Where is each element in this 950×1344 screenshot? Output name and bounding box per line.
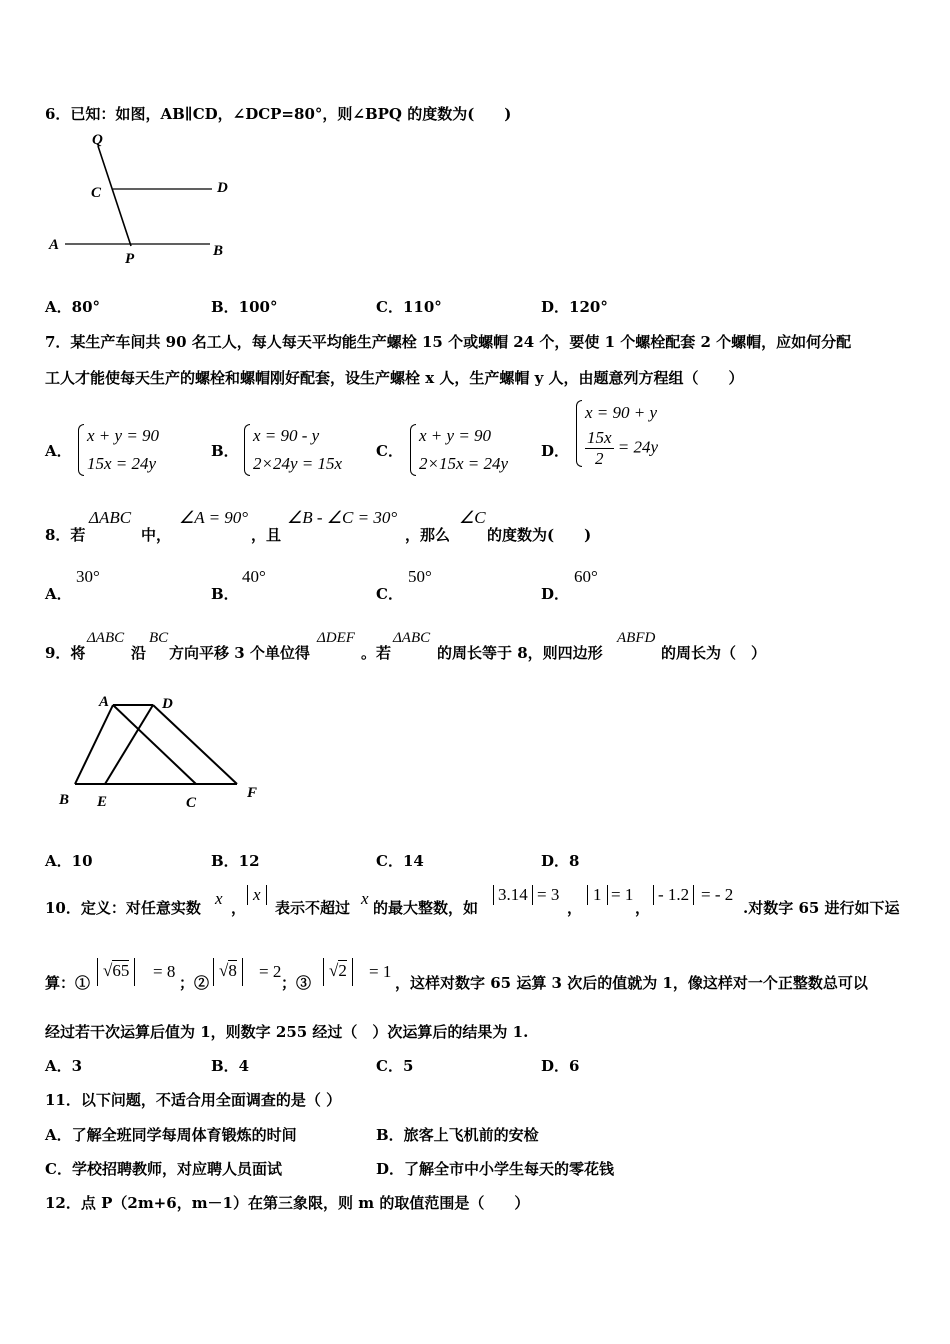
label-c: C: [186, 795, 197, 811]
q9-option-b: B．12: [211, 852, 260, 870]
q8-letter-c: C．: [376, 585, 403, 603]
q8-option-c: 50°: [408, 567, 432, 586]
q7-letter-c: C．: [376, 442, 403, 460]
segment-df: [153, 705, 237, 784]
q7-line1: 7．某生产车间共 90 名工人，每人每天平均能生产螺栓 15 个或螺帽 24 个，要使 1 个螺栓配套 2 个螺帽，应如何分配: [45, 333, 852, 351]
q8-option-b: 40°: [242, 567, 266, 586]
label-c: C: [91, 185, 102, 201]
q7-letter-d: D．: [541, 442, 570, 460]
line-qp: [98, 146, 131, 246]
q6-option-a: A．80°: [45, 298, 101, 316]
label-b: B: [59, 792, 70, 808]
q7-letter-b: B．: [211, 442, 239, 460]
q7-system-c: x + y = 90 2×15x = 24y: [410, 422, 508, 478]
q9-option-d: D．8: [541, 852, 580, 870]
q10-option-a: A．3: [45, 1057, 83, 1075]
label-d: D: [217, 180, 228, 196]
label-b: B: [213, 243, 224, 259]
label-e: E: [97, 794, 108, 810]
q6-stem: 6．已知：如图，AB∥CD，∠DCP=80°，则∠BPQ 的度数为( ): [45, 105, 512, 123]
q8-letter-b: B．: [211, 585, 239, 603]
q8-option-a: 30°: [76, 567, 100, 586]
label-p: P: [125, 251, 135, 267]
q11-option-a: A．了解全班同学每周体育锻炼的时间: [45, 1126, 297, 1144]
q10-line3: 经过若干次运算后值为 1，则数字 255 经过（ ）次运算后的结果为 1.: [45, 1023, 529, 1041]
q8-letter-a: A．: [45, 585, 72, 603]
q10-line1: 10．定义：对任意实数 x ， x 表示不超过 x 的最大整数，如 3.14 = 3 ， 1 = 1 ， - 1.2 = - 2 .对数字 65 进行如下运: [45, 885, 900, 917]
segment-de: [105, 705, 153, 784]
q8-option-d: 60°: [574, 567, 598, 586]
label-d: D: [162, 696, 173, 712]
q7-system-a: x + y = 90 15x = 24y: [78, 422, 159, 478]
q11-stem: 11．以下问题，不适合用全面调查的是（ ）: [45, 1091, 342, 1109]
q6-option-c: C．110°: [376, 298, 442, 316]
q7-line2: 工人才能使每天生产的螺栓和螺帽刚好配套，设生产螺栓 x 人，生产螺帽 y 人，由题意列方程组（ ）: [45, 369, 744, 387]
q10-line2: 算：① √65 = 8 ；② √8 = 2 ；③ √2 = 1 ，这样对数字 65 运算 3 次后的值就为 1，像这样对一个正整数总可以: [45, 958, 915, 994]
q7-system-b: x = 90 - y 2×24y = 15x: [244, 422, 342, 478]
q11-option-c: C．学校招聘教师，对应聘人员面试: [45, 1160, 282, 1178]
q6-figure: [45, 128, 245, 268]
segment-ab: [75, 705, 113, 784]
q6-option-b: B．100°: [211, 298, 278, 316]
q11-option-b: B．旅客上飞机前的安检: [376, 1126, 539, 1144]
label-q: Q: [92, 132, 103, 148]
q11-option-d: D．了解全市中小学生每天的零花钱: [376, 1160, 615, 1178]
q10-option-d: D．6: [541, 1057, 580, 1075]
q9-option-a: A．10: [45, 852, 93, 870]
q9-option-c: C．14: [376, 852, 424, 870]
label-a: A: [49, 237, 60, 253]
segment-ac: [113, 705, 196, 784]
q6-option-d: D．120°: [541, 298, 608, 316]
q8-letter-d: D．: [541, 585, 570, 603]
q7-letter-a: A．: [45, 442, 72, 460]
label-f: F: [247, 785, 258, 801]
q9-figure: [45, 690, 275, 815]
q10-option-c: C．5: [376, 1057, 414, 1075]
q7-system-d: x = 90 + y $\frac{15x}{2}$ = 24y: [576, 398, 658, 469]
q12-stem: 12．点 P（2m+6，m－1）在第三象限，则 m 的取值范围是（ ）: [45, 1194, 530, 1212]
q10-option-b: B．4: [211, 1057, 250, 1075]
label-a: A: [99, 694, 110, 710]
